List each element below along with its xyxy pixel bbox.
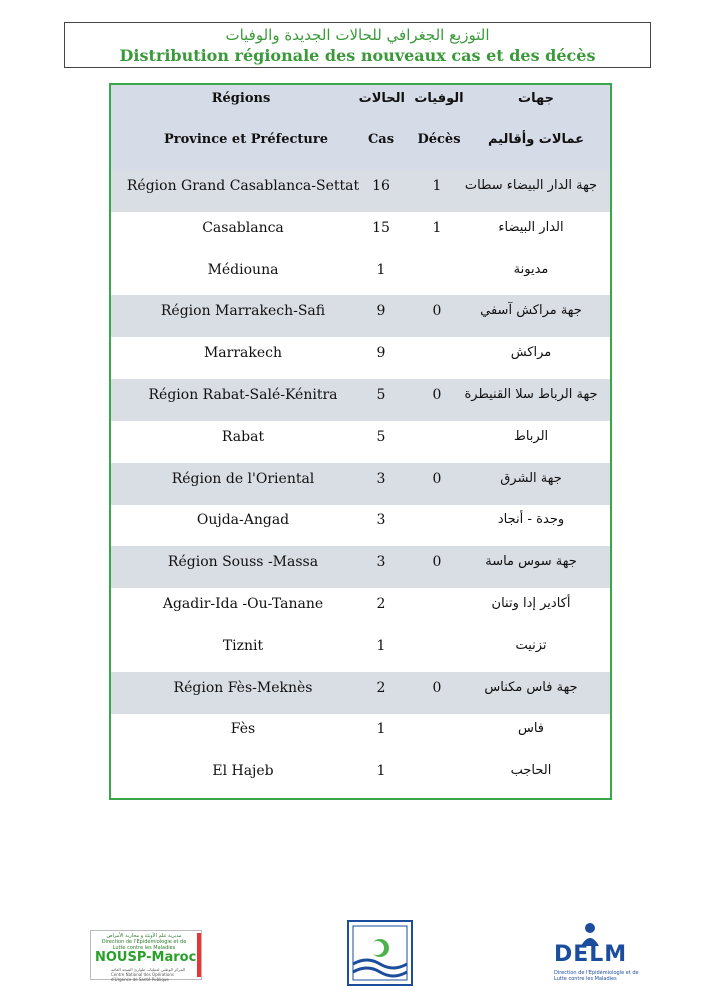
table-row — [111, 588, 610, 630]
row-cas: 1 — [376, 721, 386, 738]
row-arabic-name: الرباط — [513, 428, 549, 444]
header-regions-fr: Régions — [211, 91, 271, 106]
row-name: Région Fès-Meknès — [173, 679, 313, 696]
row-deces: 0 — [432, 679, 442, 696]
row-name: Région de l'Oriental — [171, 470, 315, 487]
footer-logos — [0, 900, 722, 1000]
row-deces: 1 — [432, 219, 442, 236]
regional-table — [109, 83, 612, 800]
row-arabic-name: جهة فاس مكناس — [484, 679, 578, 695]
row-deces: 1 — [432, 178, 442, 194]
row-deces: 0 — [432, 387, 442, 403]
row-deces — [422, 254, 452, 296]
row-name: Casablanca — [202, 219, 284, 236]
row-arabic-name: مراكش — [510, 345, 552, 361]
row-deces: 0 — [432, 303, 442, 320]
row-arabic-name: مديونة — [513, 261, 549, 277]
row-deces — [422, 630, 452, 672]
row-arabic-name: فاس — [517, 721, 545, 737]
table-row — [111, 755, 610, 797]
table-row — [111, 630, 610, 672]
row-name: Région Marrakech-Safi — [160, 303, 326, 320]
header-deces-fr: Décès — [417, 132, 461, 147]
ministry-emblem-icon — [347, 920, 413, 986]
row-arabic-name: جهة مراكش آسفي — [480, 303, 582, 319]
title-box — [64, 22, 651, 68]
nousp-logo — [90, 930, 202, 980]
table-row — [111, 713, 610, 755]
row-arabic-name: وجدة - أنجاد — [497, 512, 565, 528]
row-cas: 1 — [376, 261, 386, 278]
row-cas: 2 — [376, 679, 386, 696]
header-cas-fr: Cas — [367, 132, 395, 147]
row-name: Région Grand Casablanca-Settat — [126, 178, 360, 194]
header-regions-ar: جهات — [518, 91, 554, 106]
row-arabic-name: جهة الرباط سلا القنيطرة — [464, 387, 598, 402]
table-row — [111, 546, 610, 588]
row-deces — [422, 713, 452, 755]
row-cas: 3 — [376, 470, 386, 487]
row-cas: 9 — [376, 303, 386, 320]
row-name: Tiznit — [222, 637, 264, 654]
table-row — [111, 672, 610, 714]
nousp-logo-text: NOUSP-Maroc — [95, 950, 197, 965]
table-row — [111, 295, 610, 337]
row-name: El Hajeb — [212, 763, 274, 780]
title-arabic: التوزيع الجغرافي للحالات الجديدة والوفيات — [225, 26, 490, 44]
row-deces — [422, 588, 452, 630]
table-row — [111, 504, 610, 546]
row-cas: 9 — [376, 345, 386, 362]
row-arabic-name: أكادير إدا وتنان — [491, 596, 571, 611]
table-header — [111, 85, 610, 171]
table-row — [111, 170, 610, 212]
table-row — [111, 379, 610, 421]
row-cas: 5 — [376, 428, 386, 445]
row-deces — [422, 504, 452, 546]
row-deces — [422, 337, 452, 379]
row-arabic-name: جهة سوس ماسة — [485, 554, 577, 570]
delm-logo — [550, 922, 640, 988]
row-deces — [422, 755, 452, 797]
nousp-logo-subtitle: مديرية علم الأوبئة و محاربة الأمراض Direction de l'Epidémiologie et de Lutte contre les Maladies — [101, 933, 187, 951]
delm-logo-subtitle: Direction de l'Epidémiologie et de Lutte contre les Maladies — [554, 970, 639, 982]
row-cas: 16 — [372, 178, 390, 194]
row-name: Oujda-Angad — [196, 512, 290, 529]
row-name: Rabat — [221, 428, 265, 445]
header-cas-ar: الحالات — [358, 91, 405, 106]
nousp-logo-caption: المركز الوطني لعمليات طوارئ الصحة العامة Centre National des Opérations d'Urgence de Santé Publique — [111, 967, 186, 982]
row-cas: 1 — [376, 637, 386, 654]
row-arabic-name: الدار البيضاء — [498, 219, 564, 235]
row-deces — [422, 421, 452, 463]
table-row — [111, 463, 610, 505]
row-cas: 2 — [376, 596, 386, 612]
row-name: Marrakech — [203, 345, 283, 362]
row-name: Agadir-Ida -Ou-Tanane — [162, 596, 324, 612]
header-province-ar: عمالات وأقاليم — [487, 132, 585, 147]
row-deces: 0 — [432, 470, 442, 487]
row-arabic-name: تزنيت — [515, 637, 547, 653]
row-deces: 0 — [432, 554, 442, 571]
row-name: Fès — [230, 721, 256, 738]
row-cas: 1 — [376, 763, 386, 780]
row-name: Médiouna — [207, 261, 279, 278]
nousp-logo-bar — [197, 933, 201, 977]
header-deces-ar: الوفيات — [414, 91, 464, 106]
title-french: Distribution régionale des nouveaux cas et des décès — [119, 46, 596, 65]
row-arabic-name: الحاجب — [510, 763, 552, 779]
table-row — [111, 212, 610, 254]
row-name: Région Souss -Massa — [167, 554, 319, 571]
row-arabic-name: جهة الشرق — [500, 470, 562, 486]
delm-logo-text: DELM — [554, 942, 628, 967]
row-cas: 15 — [372, 219, 390, 236]
row-name: Région Rabat-Salé-Kénitra — [148, 387, 338, 403]
table-row — [111, 254, 610, 296]
table-row — [111, 421, 610, 463]
row-arabic-name: جهة الدار البيضاء سطات — [464, 178, 598, 193]
header-province-fr: Province et Préfecture — [163, 132, 328, 147]
row-cas: 3 — [376, 512, 386, 529]
row-cas: 3 — [376, 554, 386, 571]
row-cas: 5 — [376, 387, 386, 403]
table-row — [111, 337, 610, 379]
